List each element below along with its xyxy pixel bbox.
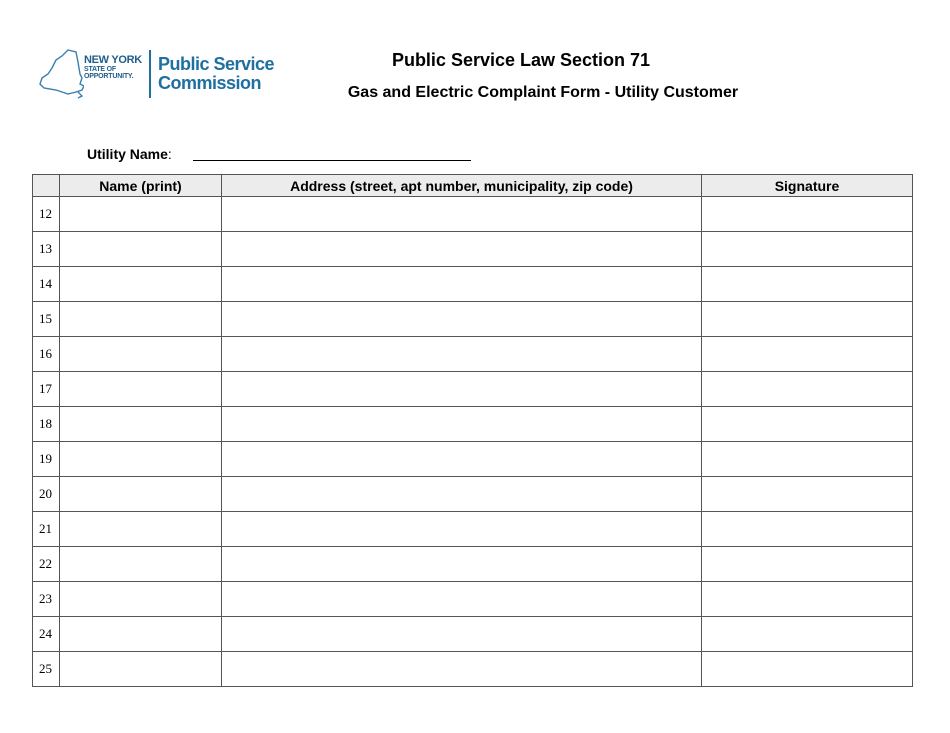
- row-number: 21: [33, 512, 60, 547]
- row-number: 15: [33, 302, 60, 337]
- row-number: 17: [33, 372, 60, 407]
- address-cell[interactable]: [222, 617, 702, 652]
- utility-name-input-line[interactable]: [193, 160, 471, 161]
- table-header-row: [33, 175, 913, 197]
- name-cell[interactable]: [60, 267, 222, 302]
- address-cell[interactable]: [222, 582, 702, 617]
- address-cell[interactable]: [222, 547, 702, 582]
- signature-cell[interactable]: [702, 232, 913, 267]
- row-number: 19: [33, 442, 60, 477]
- address-cell[interactable]: [222, 267, 702, 302]
- signature-cell[interactable]: [702, 302, 913, 337]
- complaint-table: [32, 174, 913, 687]
- nys-wordmark-line3: OPPORTUNITY.: [84, 73, 134, 80]
- table-row: [33, 337, 913, 372]
- name-cell[interactable]: [60, 477, 222, 512]
- signature-cell[interactable]: [702, 372, 913, 407]
- row-number: 24: [33, 617, 60, 652]
- utility-name-colon: :: [167, 146, 172, 162]
- address-cell[interactable]: [222, 372, 702, 407]
- signature-cell[interactable]: [702, 652, 913, 687]
- psc-wordmark-line2: Commission: [158, 73, 262, 93]
- table-row: [33, 372, 913, 407]
- signature-cell[interactable]: [702, 582, 913, 617]
- row-number: 20: [33, 477, 60, 512]
- name-cell[interactable]: [60, 582, 222, 617]
- address-cell[interactable]: [222, 232, 702, 267]
- nys-wordmark: [84, 55, 146, 80]
- address-cell[interactable]: [222, 442, 702, 477]
- nys-psc-logo: [38, 48, 278, 102]
- signature-cell[interactable]: [702, 407, 913, 442]
- row-number: 14: [33, 267, 60, 302]
- table-row: [33, 582, 913, 617]
- signature-cell[interactable]: [702, 197, 913, 232]
- column-header-number: [33, 175, 60, 197]
- row-number: 16: [33, 337, 60, 372]
- utility-name-field: [87, 146, 172, 162]
- name-cell[interactable]: [60, 337, 222, 372]
- row-number: 18: [33, 407, 60, 442]
- table-row: [33, 302, 913, 337]
- row-number: 22: [33, 547, 60, 582]
- row-number: 23: [33, 582, 60, 617]
- table-row: [33, 512, 913, 547]
- signature-cell[interactable]: [702, 547, 913, 582]
- name-cell[interactable]: [60, 197, 222, 232]
- name-cell[interactable]: [60, 302, 222, 337]
- table-row: [33, 477, 913, 512]
- new-york-state-outline-icon: [38, 48, 84, 102]
- name-cell[interactable]: [60, 442, 222, 477]
- logo-divider: [149, 50, 151, 98]
- table-row: [33, 617, 913, 652]
- table-row: [33, 267, 913, 302]
- signature-cell[interactable]: [702, 337, 913, 372]
- address-cell[interactable]: [222, 512, 702, 547]
- table-row: [33, 547, 913, 582]
- column-header-signature: Signature: [702, 175, 913, 197]
- table-row: [33, 442, 913, 477]
- address-cell[interactable]: [222, 302, 702, 337]
- table-row: [33, 652, 913, 687]
- signature-cell[interactable]: [702, 477, 913, 512]
- name-cell[interactable]: [60, 232, 222, 267]
- name-cell[interactable]: [60, 407, 222, 442]
- row-number: 13: [33, 232, 60, 267]
- name-cell[interactable]: [60, 617, 222, 652]
- signature-cell[interactable]: [702, 442, 913, 477]
- column-header-name: Name (print): [60, 175, 222, 197]
- table-row: [33, 197, 913, 232]
- psc-wordmark: [158, 55, 274, 93]
- signature-cell[interactable]: [702, 617, 913, 652]
- psc-wordmark-line1: Public Service: [158, 54, 275, 74]
- row-number: 12: [33, 197, 60, 232]
- table-row: [33, 407, 913, 442]
- table-row: [33, 232, 913, 267]
- address-cell[interactable]: [222, 407, 702, 442]
- address-cell[interactable]: [222, 337, 702, 372]
- utility-name-label: Utility Name: [87, 146, 168, 162]
- nys-wordmark-line1: NEW YORK: [84, 54, 142, 66]
- row-number: 25: [33, 652, 60, 687]
- column-header-address: Address (street, apt number, municipality, zip code): [222, 175, 702, 197]
- signature-cell[interactable]: [702, 267, 913, 302]
- name-cell[interactable]: [60, 547, 222, 582]
- name-cell[interactable]: [60, 372, 222, 407]
- nys-wordmark-line2: STATE OF: [84, 66, 116, 73]
- address-cell[interactable]: [222, 197, 702, 232]
- form-title: Public Service Law Section 71: [391, 50, 651, 70]
- address-cell[interactable]: [222, 652, 702, 687]
- address-cell[interactable]: [222, 477, 702, 512]
- signature-cell[interactable]: [702, 512, 913, 547]
- name-cell[interactable]: [60, 512, 222, 547]
- form-subtitle: Gas and Electric Complaint Form - Utility Customer: [347, 84, 739, 101]
- name-cell[interactable]: [60, 652, 222, 687]
